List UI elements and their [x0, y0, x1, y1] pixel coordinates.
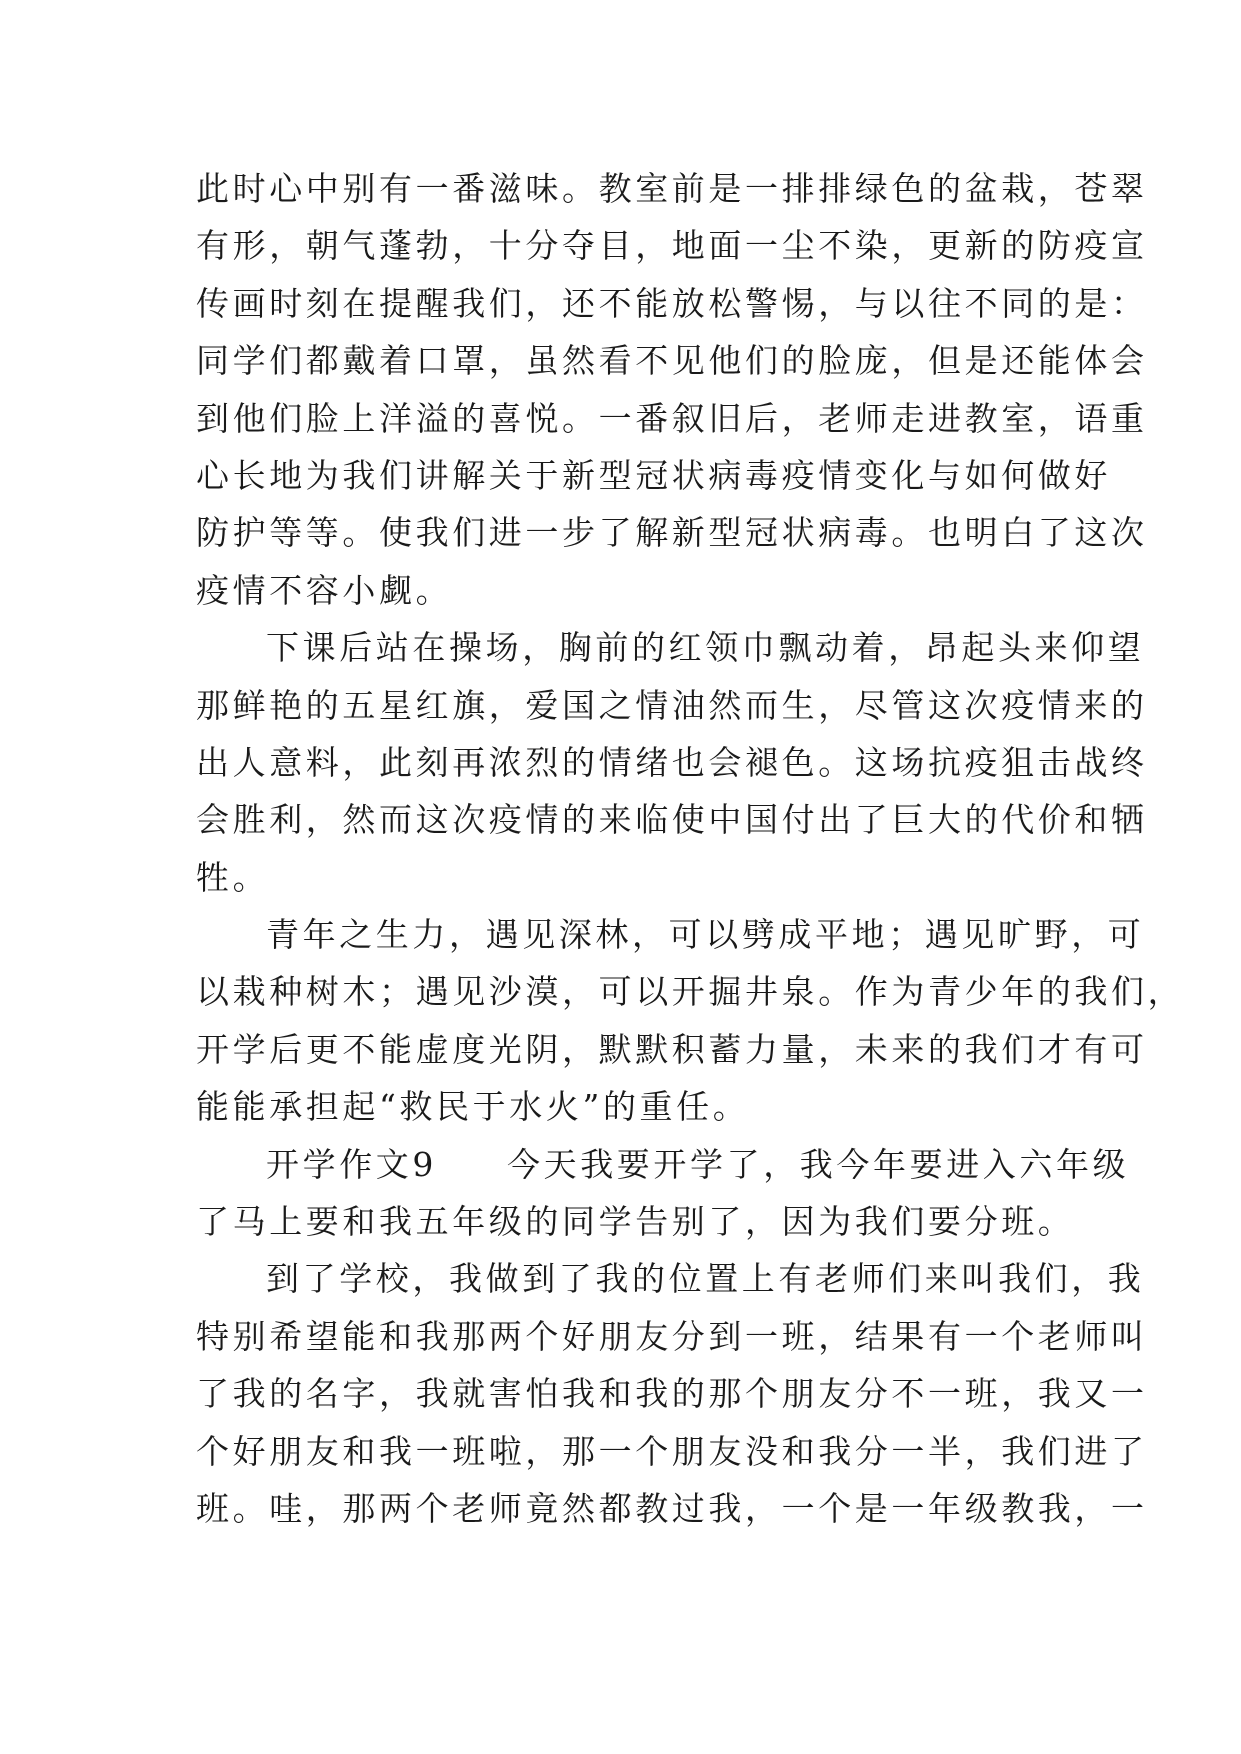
text-line: 到他们脸上洋溢的喜悦。一番叙旧后，老师走进教室，语重 [196, 398, 1148, 438]
text-line: 那鲜艳的五星红旗，爱国之情油然而生，尽管这次疫情来的 [196, 685, 1148, 725]
text-line: 牲。 [196, 857, 270, 897]
text-line: 个好朋友和我一班啦，那一个朋友没和我分一半，我们进了 [196, 1431, 1148, 1471]
text-line: 会胜利，然而这次疫情的来临使中国付出了巨大的代价和牺 [196, 800, 1148, 840]
text-line: 同学们都戴着口罩，虽然看不见他们的脸庞，但是还能体会 [196, 341, 1148, 381]
text-line: 防护等等。使我们进一步了解新型冠状病毒。也明白了这次 [196, 513, 1148, 553]
paragraph-first-line: 下课后站在操场，胸前的红领巾飘动着，昂起头来仰望 [266, 628, 1145, 668]
text-line: 传画时刻在提醒我们，还不能放松警惕，与以往不同的是： [196, 283, 1148, 323]
text-line: 了我的名字，我就害怕我和我的那个朋友分不一班，我又一 [196, 1374, 1148, 1414]
text-line: 以栽种树木；遇见沙漠，可以开掘井泉。作为青少年的我们， [196, 972, 1185, 1012]
text-line: 开学后更不能虚度光阴，默默积蓄力量，未来的我们才有可 [196, 1029, 1148, 1069]
essay-body [196, 160, 1185, 1537]
text-line: 此时心中别有一番滋味。教室前是一排排绿色的盆栽，苍翠 [196, 169, 1148, 208]
text-line: 班。哇，那两个老师竟然都教过我，一个是一年级教我，一 [196, 1488, 1148, 1528]
text-line: 有形，朝气蓬勃，十分夺目，地面一尘不染，更新的防疫宣 [196, 226, 1148, 266]
text-line: 出人意料，此刻再浓烈的情绪也会褪色。这场抗疫狙击战终 [196, 742, 1148, 782]
paragraph-first-line: 青年之生力，遇见深林，可以劈成平地；遇见旷野，可 [266, 915, 1145, 955]
paragraph-first-line: 到了学校，我做到了我的位置上有老师们来叫我们，我 [266, 1259, 1145, 1299]
text-line: 能能承担起“救民于水火”的重任。 [196, 1087, 750, 1127]
text-line: 特别希望能和我那两个好朋友分到一班，结果有一个老师叫 [196, 1316, 1148, 1356]
essay-title: 开学作文9 [266, 1144, 437, 1184]
essay-heading-line [196, 1136, 1130, 1193]
text-line: 心长地为我们讲解关于新型冠状病毒疫情变化与如何做好 [196, 455, 1111, 495]
essay-opening: 今天我要开学了，我今年要进入六年级 [507, 1144, 1130, 1184]
text-line: 了马上要和我五年级的同学告别了，因为我们要分班。 [196, 1202, 1075, 1242]
text-line: 疫情不容小觑。 [196, 570, 453, 610]
